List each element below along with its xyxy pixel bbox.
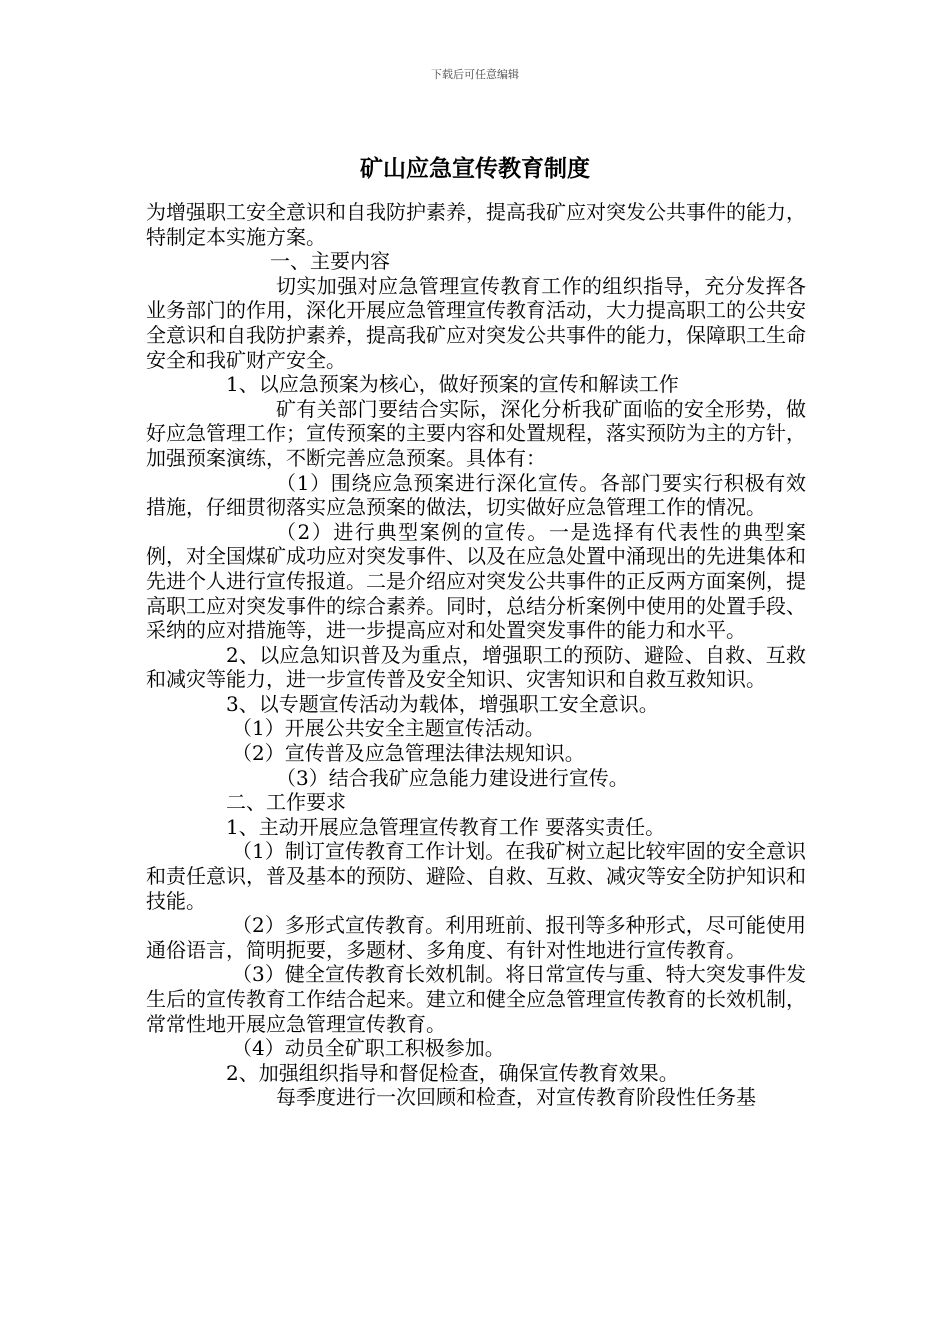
list-item: （4）动员全矿职工积极参加。 — [232, 1036, 505, 1061]
subsection-heading: 2、以应急知识普及为重点，增强职工的预防、避险、自救、互救和减灾等能力，进一步宣传普及安全知识、灾害知识和自救互救知识。 — [146, 642, 806, 692]
list-item: （2）宣传普及应急管理法律法规知识。 — [232, 741, 585, 766]
subsection-heading: 3、以专题宣传活动为载体，增强职工安全意识。 — [226, 691, 659, 716]
list-item: （1）开展公共安全主题宣传活动。 — [232, 716, 545, 741]
paragraph: 矿有关部门要结合实际，深化分析我矿面临的安全形势，做好应急管理工作；宣传预案的主要内容和处置规程，落实预防为主的方针，加强预案演练，不断完善应急预案。具体有： — [146, 396, 806, 470]
paragraph: 切实加强对应急管理宣传教育工作的组织指导，充分发挥各业务部门的作用，深化开展应急管理宣传教育活动，大力提高职工的公共安全意识和自我防护素养，提高我矿应对突发公共事件的能力，保障职工生命安全和我矿财产安全。 — [146, 273, 806, 372]
section-heading-main-content: 一、主要内容 — [270, 249, 390, 274]
document-body — [146, 200, 806, 1110]
page-header-note: 下载后可任意编辑 — [431, 68, 519, 81]
list-item: （1）制订宣传教育工作计划。在我矿树立起比较牢固的安全意识和责任意识，普及基本的预防、避险、自救、互救、减灾等安全防护知识和技能。 — [146, 839, 806, 913]
section-heading-work-requirements: 二、工作要求 — [226, 790, 346, 815]
paragraph: 每季度进行一次回顾和检查，对宣传教育阶段性任务基 — [276, 1085, 756, 1110]
list-item: （2）进行典型案例的宣传。一是选择有代表性的典型案例，对全国煤矿成功应对突发事件、以及在应急处置中涌现出的先进集体和先进个人进行宣传报道。二是介绍应对突发公共事件的正反两方面案例，提高职工应对突发事件的综合素养。同时，总结分析案例中使用的处置手段、采纳的应对措施等，进一步提高应对和处置突发事件的能力和水平。 — [146, 519, 806, 643]
document-title: 矿山应急宣传教育制度 — [360, 156, 590, 182]
list-item: （3）结合我矿应急能力建设进行宣传。 — [276, 765, 629, 790]
subsection-heading: 2、加强组织指导和督促检查，确保宣传教育效果。 — [226, 1060, 679, 1085]
list-item: （2）多形式宣传教育。利用班前、报刊等多种形式，尽可能使用通俗语言，简明扼要，多题材、多角度、有针对性地进行宣传教育。 — [146, 913, 806, 962]
paragraph-intro: 为增强职工安全意识和自我防护素养，提高我矿应对突发公共事件的能力，特制定本实施方案。 — [146, 200, 806, 249]
list-item: （1）围绕应急预案进行深化宣传。各部门要实行积极有效措施，仔细贯彻落实应急预案的做法，切实做好应急管理工作的情况。 — [146, 470, 806, 520]
list-item: （3）健全宣传教育长效机制。将日常宣传与重、特大突发事件发生后的宣传教育工作结合起来。建立和健全应急管理宣传教育的长效机制，常常性地开展应急管理宣传教育。 — [146, 962, 806, 1036]
subsection-heading: 1、以应急预案为核心，做好预案的宣传和解读工作 — [226, 372, 679, 397]
subsection-heading: 1、主动开展应急管理宣传教育工作 要落实责任。 — [226, 814, 666, 839]
